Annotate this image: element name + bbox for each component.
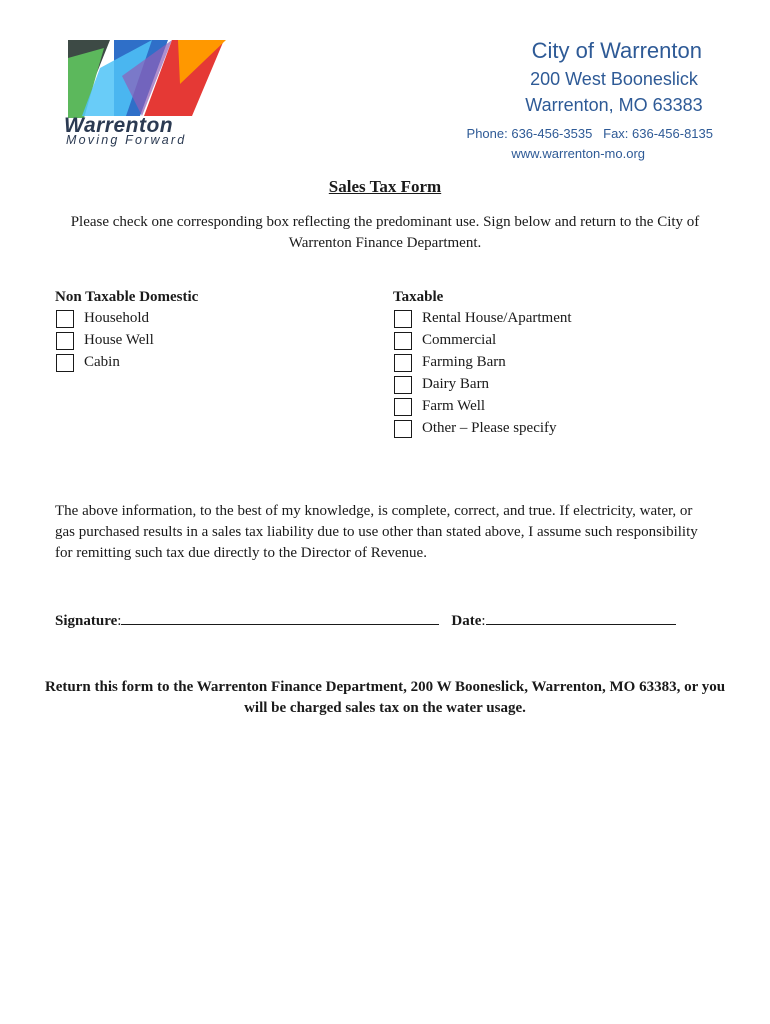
city-contact-block <box>466 36 713 164</box>
option-label: Other – Please specify <box>422 420 557 436</box>
signature-colon: : <box>117 613 122 629</box>
date-colon: : <box>481 613 486 629</box>
phone-fax: Phone: 636-456-3535 Fax: 636-456-8135 <box>466 126 713 141</box>
city-name: City of Warrenton <box>531 38 702 63</box>
return-instructions: Return this form to the Warrenton Finance Department, 200 W Booneslick, Warrenton, MO 63383, or you will be charged sales tax on the water usage. <box>44 679 726 716</box>
option-label: Farming Barn <box>422 354 506 370</box>
option-label: Household <box>84 310 149 326</box>
option-label: House Well <box>84 332 154 348</box>
option-label: Commercial <box>422 332 497 348</box>
logo-graphic-icon <box>60 38 230 118</box>
option-house-well <box>55 330 198 351</box>
signature-field[interactable] <box>121 609 439 625</box>
cabin-checkbox[interactable] <box>56 354 74 372</box>
option-other <box>393 418 572 439</box>
other-checkbox[interactable] <box>394 420 412 438</box>
rental-checkbox[interactable] <box>394 310 412 328</box>
option-label: Dairy Barn <box>422 376 490 392</box>
farming-barn-checkbox[interactable] <box>394 354 412 372</box>
option-cabin <box>55 352 198 373</box>
logo-tagline: Moving Forward <box>66 133 187 147</box>
household-checkbox[interactable] <box>56 310 74 328</box>
farm-well-checkbox[interactable] <box>394 398 412 416</box>
commercial-checkbox[interactable] <box>394 332 412 350</box>
taxable-heading: Taxable <box>393 289 444 305</box>
non-taxable-section <box>55 288 198 373</box>
dairy-barn-checkbox[interactable] <box>394 376 412 394</box>
taxable-section <box>393 288 572 439</box>
option-farm-well <box>393 396 572 417</box>
form-title: Sales Tax Form <box>328 177 442 196</box>
form-instructions: Please check one corresponding box reflecting the predominant use. Sign below and return to the City of Warrenton Finance Department. <box>70 214 700 251</box>
option-household <box>55 308 198 329</box>
date-group <box>451 609 675 630</box>
signature-row <box>55 609 676 630</box>
website-link[interactable]: www.warrenton-mo.org <box>511 146 645 161</box>
date-field[interactable] <box>486 609 676 625</box>
option-commercial <box>393 330 572 351</box>
house-well-checkbox[interactable] <box>56 332 74 350</box>
date-label: Date <box>451 613 482 629</box>
non-taxable-heading: Non Taxable Domestic <box>55 289 199 305</box>
option-dairy-barn <box>393 374 572 395</box>
option-label: Cabin <box>84 354 120 370</box>
option-farming-barn <box>393 352 572 373</box>
address-line-1: 200 West Booneslick <box>530 69 698 89</box>
city-logo <box>60 38 230 150</box>
signature-label: Signature <box>55 613 118 629</box>
logo-wordmark: Warrenton <box>64 114 174 137</box>
address-line-2: Warrenton, MO 63383 <box>525 95 703 115</box>
option-label: Rental House/Apartment <box>422 310 572 326</box>
option-rental <box>393 308 572 329</box>
certification-statement: The above information, to the best of my knowledge, is complete, correct, and true. If electricity, water, or gas purchased results in a sales tax liability due to use other than stated above, I assume such responsibility for remitting such tax due directly to the Director of Revenue. <box>55 503 698 561</box>
option-label: Farm Well <box>422 398 486 414</box>
